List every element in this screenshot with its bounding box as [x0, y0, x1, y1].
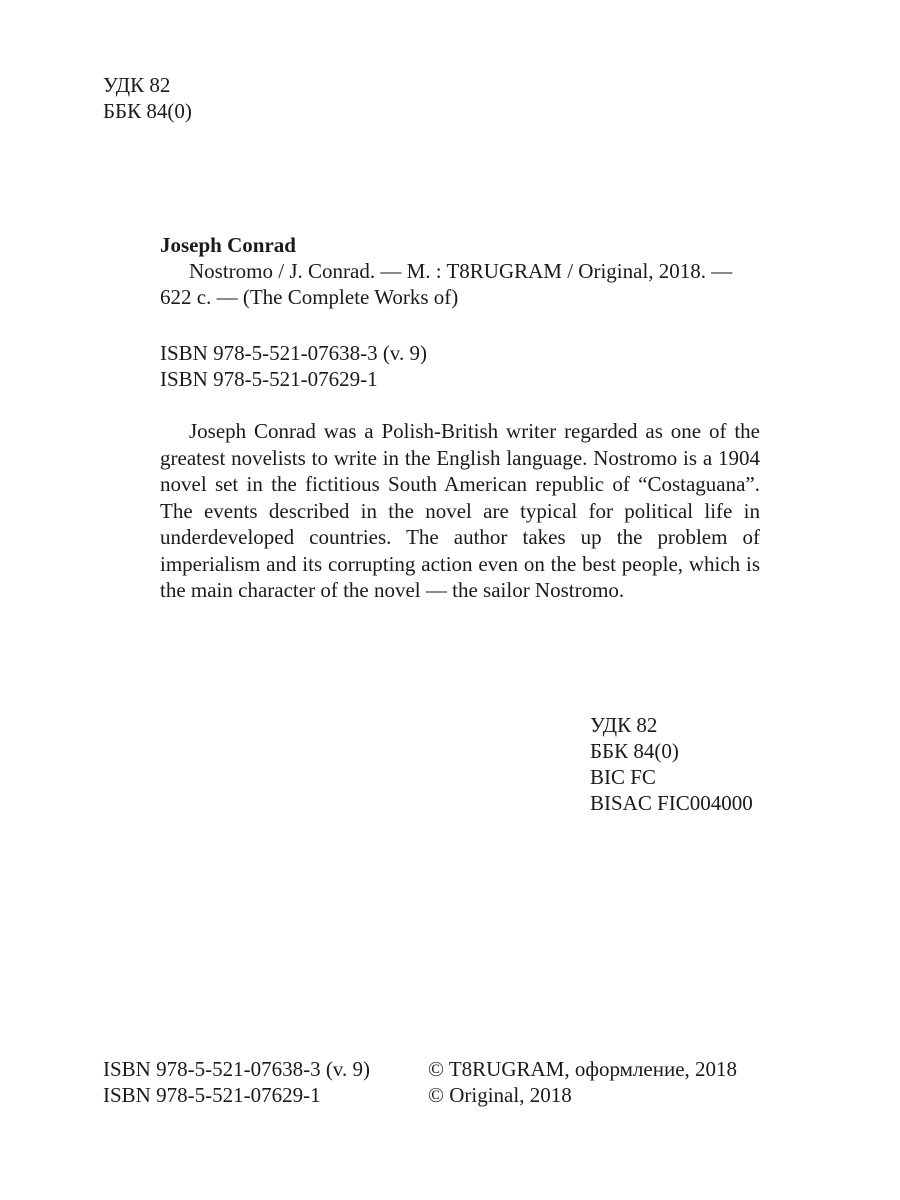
- bic-code: BIC FC: [590, 765, 656, 789]
- bbk-code: ББК 84(0): [103, 99, 192, 123]
- isbn-set: ISBN 978-5-521-07629-1: [103, 1083, 321, 1107]
- top-classification-codes: [103, 72, 192, 124]
- bisac-code: BISAC FIC004000: [590, 791, 753, 815]
- udk-code: УДК 82: [103, 73, 171, 97]
- bottom-isbn-list: [103, 1056, 370, 1108]
- isbn-volume: ISBN 978-5-521-07638-3 (v. 9): [160, 341, 427, 365]
- isbn-set: ISBN 978-5-521-07629-1: [160, 367, 378, 391]
- annotation-paragraph: Joseph Conrad was a Polish-British writer regarded as one of the greatest novelists to write in the English language. Nostromo is a 1904 novel set in the fictitious South American republic of “Costaguana”. The events described in the novel are typical for political life in underdeveloped countries. The author takes up the problem of imperialism and its corrupting action even on the best people, which is the main character of the novel — the sailor Nostromo.: [160, 419, 760, 602]
- isbn-list: [160, 340, 427, 392]
- udk-code: УДК 82: [590, 713, 658, 737]
- copyright-original: © Original, 2018: [428, 1083, 572, 1107]
- isbn-volume: ISBN 978-5-521-07638-3 (v. 9): [103, 1057, 370, 1081]
- copyright-design: © T8RUGRAM, оформление, 2018: [428, 1057, 738, 1081]
- copyright-notices: [428, 1056, 737, 1108]
- title-line: Nostromo / J. Conrad. — M. : T8RUGRAM / Original, 2018. —: [189, 259, 733, 283]
- bibliographic-entry: [160, 232, 760, 310]
- classification-codes: [590, 712, 753, 816]
- bbk-code: ББК 84(0): [590, 739, 679, 763]
- pages-series-line: 622 c. — (The Complete Works of): [160, 285, 459, 309]
- author-name: Joseph Conrad: [160, 233, 296, 257]
